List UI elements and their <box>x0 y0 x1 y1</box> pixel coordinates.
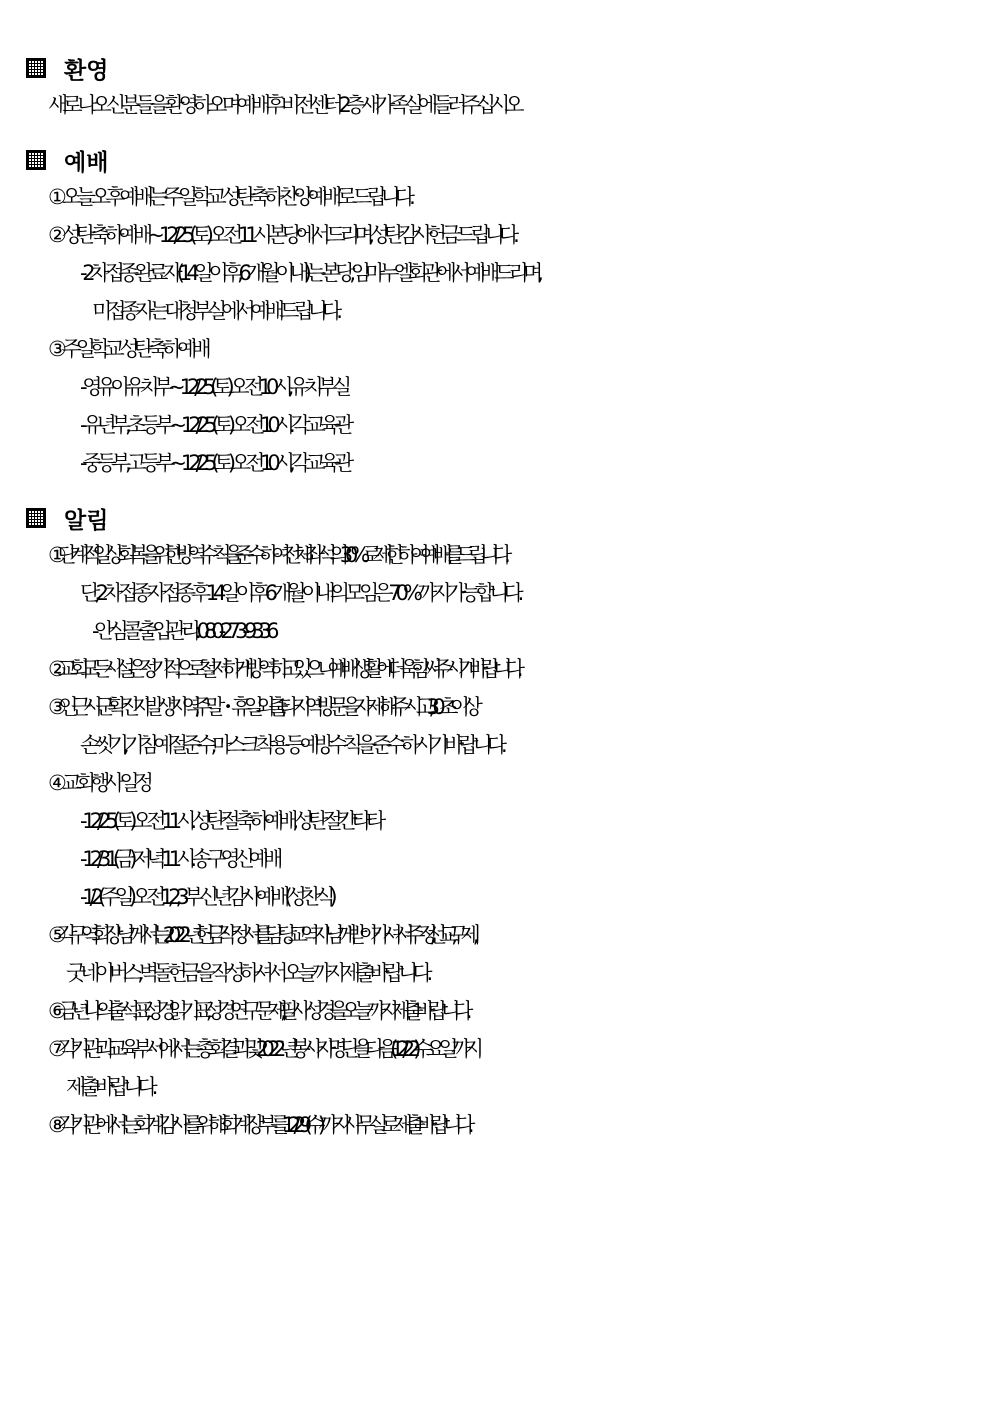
notice-item-5-continued: 굿네이버스, 벽돌헌금을 작성하셔서 오늘까지 제출바랍니다. <box>66 961 428 985</box>
notice-item-6: ⑥ 금년 나의 출석표, 성경 읽기표, 성경연구문제, 필사성경을 오늘까지 제출 바랍니다. <box>48 999 465 1023</box>
section-worship <box>0 142 992 482</box>
notice-item-4: ④ 교회행사 일정 <box>48 771 148 795</box>
square-bullet-icon <box>26 150 46 170</box>
notice-item-1: ① 단계적 일상회복을 위한 방역수칙을 준수하여 전체 좌석의 30%로 제한하여 예배를 드립니다. <box>48 543 503 567</box>
worship-item-2: ② 성탄축하예배~12/25(토) 오전 11시 본당에서 드리며, 성탄감사헌금 드립니다. <box>48 223 514 247</box>
section-heading <box>0 50 992 86</box>
section-title: 환영 <box>64 57 109 84</box>
section-notices <box>0 500 992 1144</box>
notice-item-2: ② 교회 모든 시설은 정기적으로 철저하게 방역하고 있으니 예배생활에 더욱 힘써 주시기 바랍니다. <box>48 657 516 681</box>
worship-item-1: ① 오늘 오후예배는 ‘주일학교 성탄축하 찬양예배’로 드립니다. <box>48 185 410 209</box>
notice-subitem: - 1/2(주일) 오전1,2,3부 신년감사예배(성찬식) <box>80 885 332 909</box>
notice-item-5: ⑤ 각 구역 회장님께서는 2022년 헌금 작정서를 담당 교역자님께 받아 가셔서 주정, 선교, 구제, <box>48 923 472 947</box>
notice-item-7-continued: 제출바랍니다. <box>66 1075 153 1099</box>
notice-subitem: - 12/31(금) 저녁 11시. 송구영신예배 <box>80 847 278 871</box>
section-title: 예배 <box>64 149 109 176</box>
section-title: 알림 <box>64 507 109 534</box>
notice-subitem: - 12/25(토) 오전 11시. 성탄절 축하예배, 성탄절 칸타타 <box>80 809 381 833</box>
welcome-text: 새로 나오신 분들을 환영하오며 예배 후 비전센터 2층 새가족실에 들러주십시오 <box>48 93 519 117</box>
notice-item-1-continued: 단, 2차 접종자 접종 후 14일 이후 6개월 이내의 모임은 70%까지 가능합니다. <box>80 581 519 605</box>
worship-subitem-continued: 미접종자는 대청부실에서 예배드립니다. <box>92 299 337 323</box>
worship-subitem: - 중등부, 고등부~12/25(토) 오전 10시, 각 교육관 <box>80 451 349 475</box>
worship-subitem: - 영유아유치부~12/25(토) 오전 10시, 유치부실 <box>80 375 347 399</box>
worship-item-3: ③ 주일학교 성탄축하 예배 <box>48 337 206 361</box>
worship-subitem: - 유년부, 초등부~12/25(토) 오전 10시. 각 교육관 <box>80 413 349 437</box>
notice-item-7: ⑦ 각 기관과 교육부서에서는 총회 결과 및 2022년 봉사자 명단을 다음(12/22) 수요일까지 <box>48 1037 477 1061</box>
worship-subitem: - 2차 접종 완료자(14일 이후, 6개월 이내)는 본당, 임마누엘회관에서 예배드리며, <box>80 261 538 285</box>
square-bullet-icon <box>26 58 46 78</box>
notice-item-3: ③ 인근 시군 확진자 발생 지역, 주말・휴일 외출, 타지역 방문을 자제해 주시고, 30초 이상 <box>48 695 476 719</box>
notice-item-8: ⑧ 각 기관에서는 회계감사를 위해 회계장부를 12/29(수)까지 사무실로 제출 바랍니다. <box>48 1113 467 1137</box>
section-heading <box>0 500 992 536</box>
section-welcome <box>0 50 992 124</box>
section-heading <box>0 142 992 178</box>
notice-subitem: - 안심콜 출입관리: 080-273-9336 <box>92 619 274 643</box>
square-bullet-icon <box>26 508 46 528</box>
notice-item-3-continued: 손씻기, 기침 예절준수, 마스크 착용 등 예방수칙을 준수하시기 바랍니다. <box>80 733 502 757</box>
